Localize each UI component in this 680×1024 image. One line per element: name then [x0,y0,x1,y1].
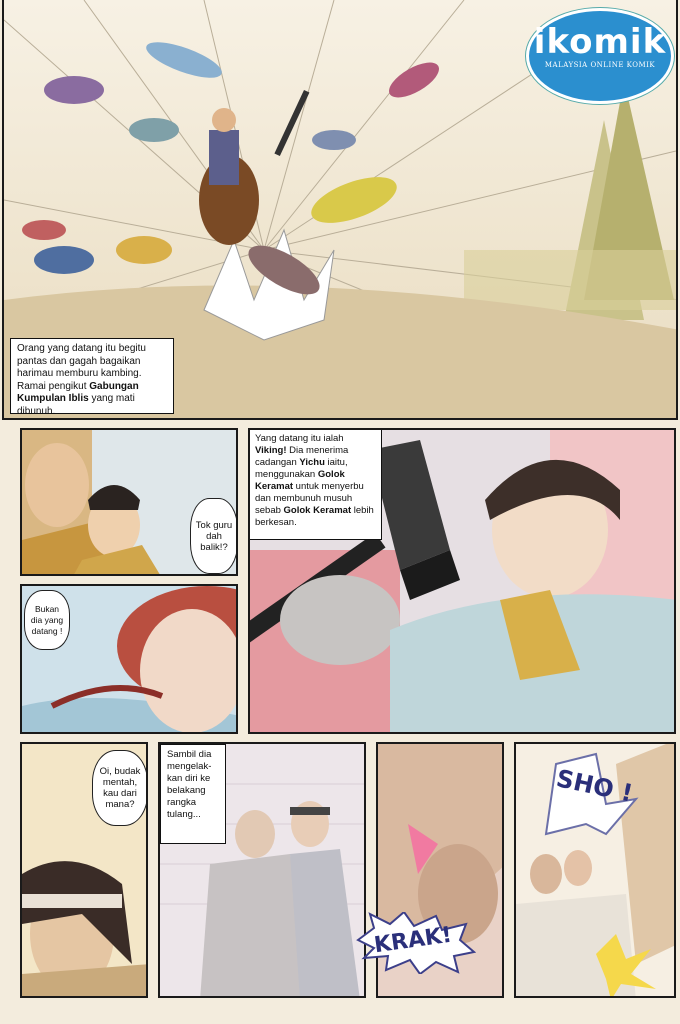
caption-text: yang mati dibunuh. [17,393,135,417]
ikomik-logo [526,8,674,104]
sfx-sho: SHO ! [553,764,636,808]
caption-narration-mengelak: Sambil dia mengelak-kan diri ke belakang rangka tulang... [160,744,226,844]
caption-narration-1 [10,338,174,417]
caption-text: untuk menyerbu dan membunuh musuh sebab [255,481,364,516]
panel-woman [20,584,238,734]
caption-bold-text: Golok Keramat [255,469,345,492]
panel-headband-man [20,742,148,998]
panel-two-men [20,428,238,576]
caption-bold-text: Yichu [299,457,325,468]
sfx-krak: KRAK! [372,922,454,959]
logo-brand-text: ikomik [533,22,667,62]
sfx-krak-burst [356,912,476,974]
caption-bold-text: Golok Keramat [283,505,352,516]
panel-sho [514,742,676,998]
caption-text: lebih berkesan. [255,505,374,528]
caption-text: Yang datang itu ialah [255,433,344,444]
speech-bubble-tok-guru: Tok guru dah balik!? [190,498,238,574]
panel-two-standing [158,742,366,998]
caption-bold-text: Gabungan Kumpulan Iblis [17,380,139,404]
caption-text: Orang yang datang itu begitu pantas dan gagah bagaikan harimau memburu kambing. Ramai pengikut [17,343,146,392]
caption-text: Dia menerima cadangan [255,445,349,468]
logo-tagline: MALAYSIA ONLINE KOMIK [544,61,656,69]
speech-bubble-oi-budak: Oi, budak mentah, kau dari mana? [92,750,148,826]
speech-bubble-bukan-dia: Bukan dia yang datang ! [24,590,70,650]
caption-narration-viking [248,428,382,540]
caption-bold-text: Viking! [255,445,287,456]
panel-viking [248,428,676,734]
caption-text: iaitu, menggunakan [255,457,348,480]
